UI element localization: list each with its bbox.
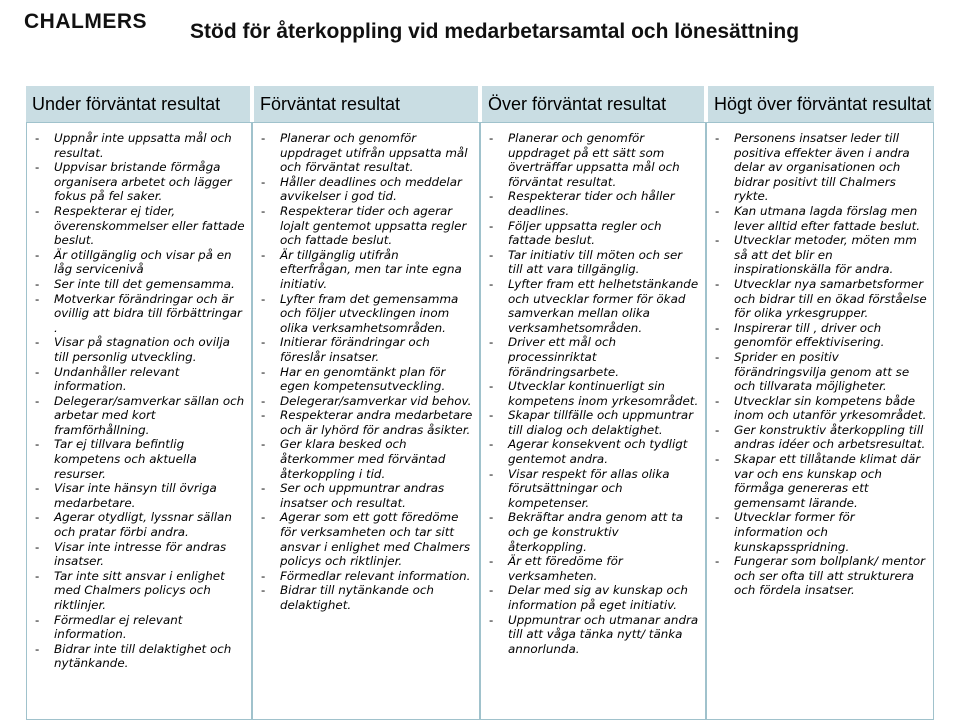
list-item-text: Agerar som ett gott föredöme för verksamheten och tar sitt ansvar i enlighet med Chalmers policys och riktlinjer. xyxy=(280,510,471,569)
list-item xyxy=(487,554,699,583)
list-item xyxy=(259,335,473,364)
list-item-text: Planerar och genomför uppdraget på ett sätt som överträffar uppsatta mål och förväntat resultat. xyxy=(508,131,680,189)
list-item xyxy=(259,510,473,568)
list-item-text: Uppmuntrar och utmanar andra till att våga tänka nytt/ tänka annorlunda. xyxy=(508,612,699,656)
list-item xyxy=(33,277,245,292)
bullet-dash: - xyxy=(489,131,494,145)
list-item xyxy=(713,204,927,233)
list-item-text: Bidrar inte till delaktighet och nytänkande. xyxy=(54,641,232,671)
list-item xyxy=(487,335,699,379)
list-item xyxy=(713,394,927,423)
column-header-above: Över förväntat resultat xyxy=(482,86,704,122)
list-item xyxy=(259,569,473,584)
bullet-dash: - xyxy=(489,510,494,525)
bullet-dash: - xyxy=(489,218,494,233)
bullet-dash: - xyxy=(715,393,720,408)
bullet-dash: - xyxy=(715,422,720,437)
list-item xyxy=(259,408,473,437)
list-item-text: Respekterar tider och agerar lojalt gentemot uppsatta regler och fattade beslut. xyxy=(280,203,467,248)
list-item-text: Personens insatser leder till positiva effekter även i andra delar av organisationen och bidrar positivt till Chalmers rykte. xyxy=(734,131,910,204)
list-item xyxy=(259,248,473,292)
list-item-text: Kan utmana lagda förslag men lever alltid efter fattade beslut. xyxy=(734,203,921,233)
list-item-text: Utvecklar former för information och kunskapsspridning. xyxy=(734,510,855,554)
column-header-under: Under förväntat resultat xyxy=(26,86,250,122)
list-item-text: Bidrar till nytänkande och delaktighet. xyxy=(280,583,434,612)
list-item-text: Är ett föredöme för verksamheten. xyxy=(508,554,623,583)
list-item-text: Följer uppsatta regler och fattade beslut. xyxy=(508,218,662,248)
list-item-text: Tar inte sitt ansvar i enlighet med Chalmers policys och riktlinjer. xyxy=(54,568,225,612)
bullet-dash: - xyxy=(35,437,40,452)
bullet-dash: - xyxy=(715,233,720,248)
bullet-dash: - xyxy=(261,291,266,306)
bullet-dash: - xyxy=(489,408,494,423)
bullet-dash: - xyxy=(35,612,40,627)
bullet-dash: - xyxy=(261,364,266,379)
list-item-text: Visar på stagnation och ovilja till personlig utveckling. xyxy=(54,335,230,364)
bullet-dash: - xyxy=(35,335,40,350)
bullet-dash: - xyxy=(489,437,494,452)
bullet-dash: - xyxy=(35,641,40,656)
list-item xyxy=(487,277,699,335)
bullet-dash: - xyxy=(35,510,40,525)
list-item-text: Initierar förändringar och föreslår insatser. xyxy=(280,335,430,364)
column-expected xyxy=(252,122,480,720)
list-item xyxy=(33,204,245,248)
list-item xyxy=(713,554,927,598)
list-item-text: Ser och uppmuntrar andras insatser och resultat. xyxy=(280,481,445,510)
page-title: Stöd för återkoppling vid medarbetarsamtal och lönesättning xyxy=(190,20,800,43)
list-item xyxy=(487,189,699,218)
list-item-text: Motverkar förändringar och är ovillig att bidra till förbättringar . xyxy=(54,291,242,335)
bullet-dash: - xyxy=(261,203,266,218)
list-item xyxy=(487,437,699,466)
list-item xyxy=(33,540,245,569)
column-header-expected: Förväntat resultat xyxy=(254,86,478,122)
list-item xyxy=(259,437,473,481)
bullet-dash: - xyxy=(261,247,266,262)
list-item-text: Håller deadlines och meddelar avvikelser i god tid. xyxy=(280,174,462,204)
list-item-text: Uppnår inte uppsatta mål och resultat. xyxy=(54,131,232,160)
list-item-text: Agerar konsekvent och tydligt gentemot andra. xyxy=(508,437,688,467)
list-item xyxy=(33,642,245,671)
column-header-well-above: Högt över förväntat resultat xyxy=(708,86,934,122)
bullet-dash: - xyxy=(35,481,40,496)
list-item-text: Bekräftar andra genom att ta och ge konstruktiv återkoppling. xyxy=(508,510,684,554)
list-item xyxy=(33,131,245,160)
list-item xyxy=(259,204,473,248)
list-item xyxy=(487,131,699,189)
bullet-dash: - xyxy=(261,510,266,525)
list-item xyxy=(33,160,245,204)
list-item-text: Är tillgänglig utifrån efterfrågan, men tar inte egna initiativ. xyxy=(280,247,462,291)
list-item-text: Visar respekt för allas olika förutsättningar och kompetenser. xyxy=(508,466,670,510)
bullet-dash: - xyxy=(489,189,494,204)
list-item xyxy=(713,131,927,204)
list-item-text: Tar ej tillvara befintlig kompetens och aktuella resurser. xyxy=(54,437,197,481)
list-item xyxy=(487,467,699,511)
list-item-text: Skapar tillfälle och uppmuntrar till dialog och delaktighet. xyxy=(508,408,694,437)
list-item-text: Driver ett mål och processinriktat förändringsarbete. xyxy=(508,335,619,379)
bullet-dash: - xyxy=(261,437,266,452)
list-item xyxy=(259,365,473,394)
bullet-dash: - xyxy=(715,554,720,569)
list-item xyxy=(713,350,927,394)
bullet-dash: - xyxy=(261,131,266,145)
column-above xyxy=(480,122,706,720)
bullet-dash: - xyxy=(35,247,40,262)
list-item xyxy=(33,394,245,438)
chalmers-logo: CHALMERS xyxy=(24,10,147,33)
list-item xyxy=(33,481,245,510)
list-item xyxy=(33,292,245,336)
bullet-dash: - xyxy=(35,276,40,291)
bullet-dash: - xyxy=(261,408,266,423)
bullet-dash: - xyxy=(35,203,40,218)
list-item xyxy=(33,569,245,613)
bullet-dash: - xyxy=(489,466,494,481)
bullet-dash: - xyxy=(35,131,40,145)
list-item xyxy=(33,510,245,539)
bullet-dash: - xyxy=(261,481,266,496)
list-item-text: Undanhåller relevant information. xyxy=(54,364,180,394)
list-item-text: Ger konstruktiv återkoppling till andras idéer och arbetsresultat. xyxy=(734,422,926,452)
list-item-text: Visar inte intresse för andras insatser. xyxy=(54,539,227,569)
list-item-text: Respekterar andra medarbetare och är lyhörd för andras åsikter. xyxy=(280,408,473,437)
bullet-dash: - xyxy=(261,583,266,598)
list-item-text: Uppvisar bristande förmåga organisera arbetet och lägger fokus på fel saker. xyxy=(54,160,232,204)
list-item xyxy=(487,613,699,657)
bullet-dash: - xyxy=(35,539,40,554)
list-item xyxy=(713,423,927,452)
bullet-dash: - xyxy=(261,393,266,408)
bullet-dash: - xyxy=(489,247,494,262)
list-item-text: Visar inte hänsyn till övriga medarbetare. xyxy=(54,481,217,510)
bullet-dash: - xyxy=(489,379,494,394)
list-item xyxy=(259,583,473,612)
bullet-dash: - xyxy=(261,174,266,189)
list-item-text: Delar med sig av kunskap och information på eget initiativ. xyxy=(508,583,688,612)
list-item-text: Ser inte till det gemensamma. xyxy=(54,276,235,291)
list-item-text: Sprider en positiv förändringsvilja genom att se och tillvarata möjligheter. xyxy=(734,349,910,394)
list-item xyxy=(259,131,473,175)
list-item-text: Tar initiativ till möten och ser till att vara tillgänglig. xyxy=(508,247,683,277)
list-item xyxy=(487,248,699,277)
bullet-dash: - xyxy=(715,276,720,291)
list-item-text: Respekterar tider och håller deadlines. xyxy=(508,189,675,218)
list-item-text: Förmedlar ej relevant information. xyxy=(54,612,183,642)
bullet-dash: - xyxy=(35,568,40,583)
list-item xyxy=(487,510,699,554)
list-item xyxy=(487,379,699,408)
list-item-text: Ger klara besked och återkommer med förväntad återkoppling i tid. xyxy=(280,437,446,481)
list-item xyxy=(259,394,473,409)
list-item xyxy=(487,583,699,612)
bullet-dash: - xyxy=(261,335,266,350)
list-item-text: Inspirerar till , driver och genomför effektivisering. xyxy=(734,320,885,350)
list-item xyxy=(487,408,699,437)
list-item-text: Utvecklar kontinuerligt sin kompetens inom yrkesområdet. xyxy=(508,379,699,408)
list-item-text: Skapar ett tillåtande klimat där var och ens kunskap och förmåga genereras ett gemensamt lärande. xyxy=(734,452,921,510)
list-item xyxy=(33,248,245,277)
list-item xyxy=(259,175,473,204)
bullet-dash: - xyxy=(489,554,494,569)
column-under xyxy=(26,122,252,720)
list-item xyxy=(33,613,245,642)
list-item xyxy=(487,219,699,248)
bullet-dash: - xyxy=(261,568,266,583)
list-item xyxy=(713,277,927,321)
bullet-dash: - xyxy=(715,510,720,525)
list-item xyxy=(33,365,245,394)
list-item xyxy=(259,292,473,336)
bullet-dash: - xyxy=(35,160,40,175)
list-item-text: Har en genomtänkt plan för egen kompetensutveckling. xyxy=(280,364,446,394)
list-item xyxy=(33,437,245,481)
list-item-text: Delegerar/samverkar vid behov. xyxy=(280,393,472,408)
list-item xyxy=(713,233,927,277)
list-item xyxy=(33,335,245,364)
list-item xyxy=(259,481,473,510)
column-well-above xyxy=(706,122,934,720)
list-item xyxy=(713,321,927,350)
bullet-dash: - xyxy=(715,203,720,218)
bullet-dash: - xyxy=(489,335,494,350)
list-item-text: Utvecklar metoder, möten mm så att det blir en inspirationskälla för andra. xyxy=(734,233,917,277)
bullet-dash: - xyxy=(489,612,494,627)
list-item-text: Utvecklar sin kompetens både inom och utanför yrkesområdet. xyxy=(734,393,927,423)
bullet-dash: - xyxy=(35,393,40,408)
bullet-dash: - xyxy=(35,291,40,306)
bullet-dash: - xyxy=(715,452,720,467)
criteria-table xyxy=(26,86,934,720)
list-item xyxy=(713,510,927,554)
bullet-dash: - xyxy=(715,320,720,335)
list-item-text: Är otillgänglig och visar på en låg servicenivå xyxy=(54,247,232,277)
list-item-text: Förmedlar relevant information. xyxy=(280,568,471,583)
list-item-text: Delegerar/samverkar sällan och arbetar med kort framförhållning. xyxy=(54,393,245,437)
list-item-text: Respekterar ej tider, överenskommelser eller fattade beslut. xyxy=(54,203,245,248)
list-item-text: Agerar otydligt, lyssnar sällan och pratar förbi andra. xyxy=(54,510,232,540)
list-item xyxy=(713,452,927,510)
list-item-text: Utvecklar nya samarbetsformer och bidrar till en ökad förståelse för olika yrkesgrupper. xyxy=(734,276,927,321)
bullet-dash: - xyxy=(715,349,720,364)
bullet-dash: - xyxy=(489,583,494,598)
list-item-text: Lyfter fram ett helhetstänkande och utvecklar former för ökad samverkan mellan olika verksamhetsområden. xyxy=(508,276,699,335)
list-item-text: Fungerar som bollplank/ mentor och ser ofta till att strukturera och fördela insatser. xyxy=(734,554,926,598)
list-item-text: Lyfter fram det gemensamma och följer utvecklingen inom olika verksamhetsområden. xyxy=(280,291,459,335)
list-item-text: Planerar och genomför uppdraget utifrån uppsatta mål och förväntat resultat. xyxy=(280,131,468,175)
bullet-dash: - xyxy=(35,364,40,379)
bullet-dash: - xyxy=(715,131,720,145)
bullet-dash: - xyxy=(489,276,494,291)
